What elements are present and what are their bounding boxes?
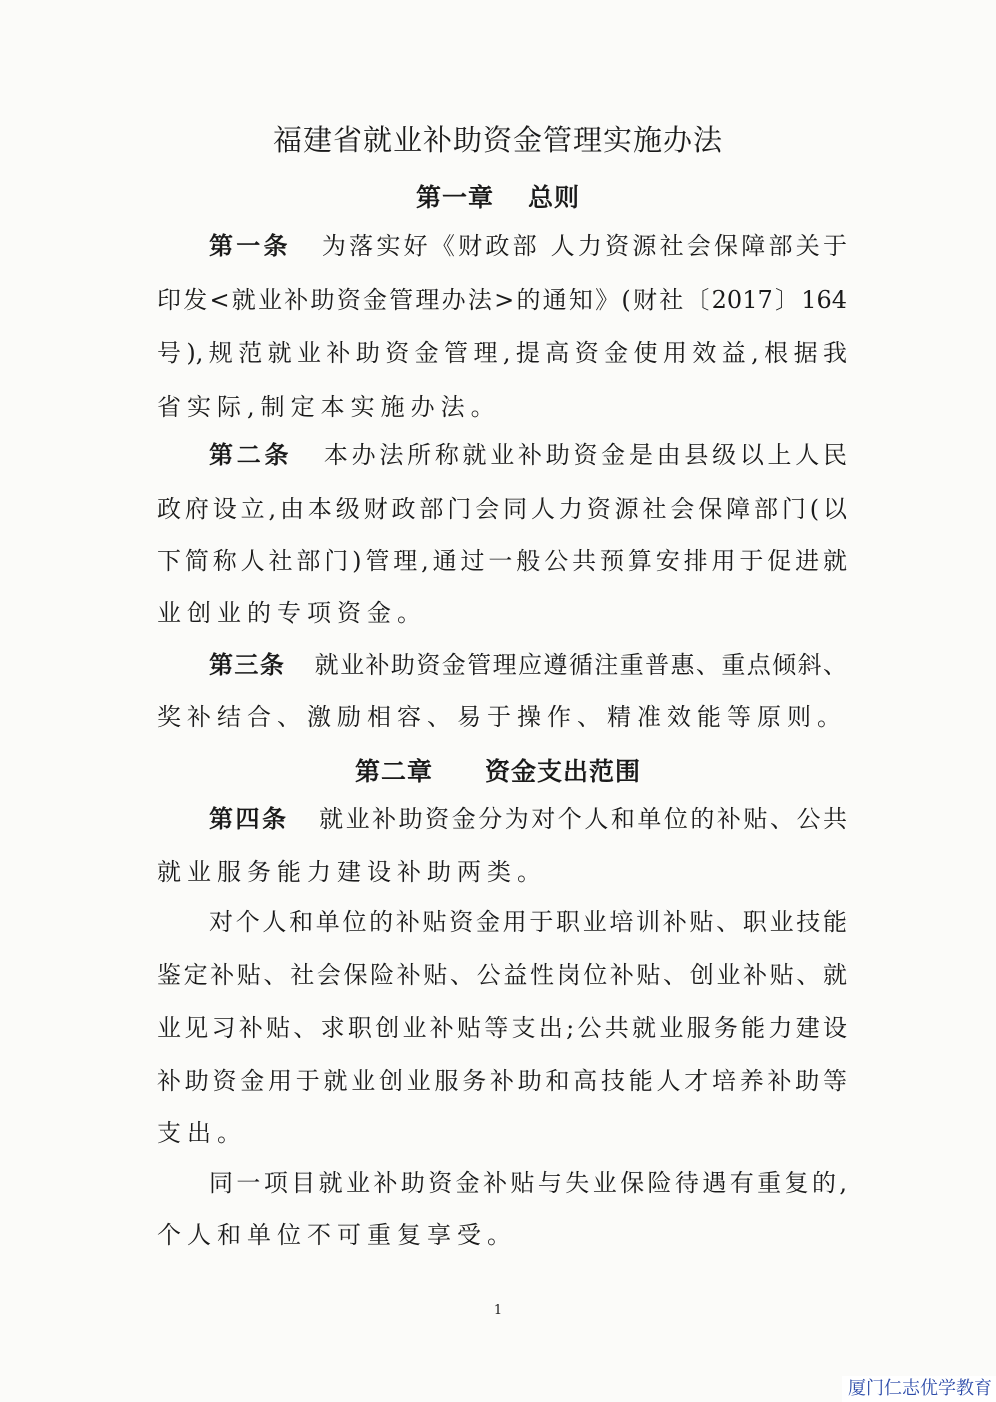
article-1-line-2: 印发<就业补助资金管理办法>的通知》(财社〔2017〕164 [157,286,847,314]
article-4-line-2: 就业服务能力建设补助两类。 [157,858,547,886]
article-1-line-1: 第一条 为落实好《财政部 人力资源社会保障部关于 [209,231,847,260]
para-2-line-2: 个人和单位不可重复享受。 [157,1221,517,1249]
para-1-line-3: 业见习补贴、求职创业补贴等支出;公共就业服务能力建设 [157,1014,847,1042]
document-title: 福建省就业补助资金管理实施办法 [272,123,723,157]
chapter-1-heading [0,178,996,214]
article-1-line-3: 号),规范就业补助资金管理,提高资金使用效益,根据我 [157,339,847,367]
chapter-2-number: 第二章 [354,757,433,786]
article-2-line-1: 第二条 本办法所称就业补助资金是由县级以上人民 [209,440,848,469]
watermark-text: 厦门仁志优学教育 [842,1376,996,1402]
para-1-line-2: 鉴定补贴、社会保险补贴、公益性岗位补贴、创业补贴、就 [157,961,847,989]
article-2-line-3: 下简称人社部门)管理,通过一般公共预算安排用于促进就 [157,547,847,575]
article-2-line-2: 政府设立,由本级财政部门会同人力资源社会保障部门(以 [157,495,847,523]
chapter-2-heading [0,752,996,788]
article-3-line-2: 奖补结合、激励相容、易于操作、精准效能等原则。 [157,703,847,731]
page-number: 1 [493,1303,503,1318]
para-1-line-4: 补助资金用于就业创业服务补助和高技能人才培养补助等 [157,1067,847,1095]
article-3-line-1: 第三条 就业补助资金管理应遵循注重普惠、重点倾斜、 [209,650,847,679]
article-1-label: 第一条 [209,231,291,260]
para-2-line-1: 同一项目就业补助资金补贴与失业保险待遇有重复的, [209,1169,847,1197]
article-2-label: 第二条 [209,440,293,469]
article-4-line-1: 第四条 就业补助资金分为对个人和单位的补贴、公共 [209,804,848,833]
chapter-2-name: 资金支出范围 [485,757,642,786]
chapter-1-number: 第一章 [415,183,494,212]
article-2-line-4: 业创业的专项资金。 [157,599,427,627]
article-1-line-4: 省实际,制定本实施办法。 [157,393,501,421]
article-3-label: 第三条 [209,650,286,679]
article-4-label: 第四条 [209,804,289,833]
chapter-1-name: 总则 [528,183,581,212]
para-1-line-1: 对个人和单位的补贴资金用于职业培训补贴、职业技能 [209,908,847,936]
para-1-line-5: 支出。 [157,1119,247,1147]
